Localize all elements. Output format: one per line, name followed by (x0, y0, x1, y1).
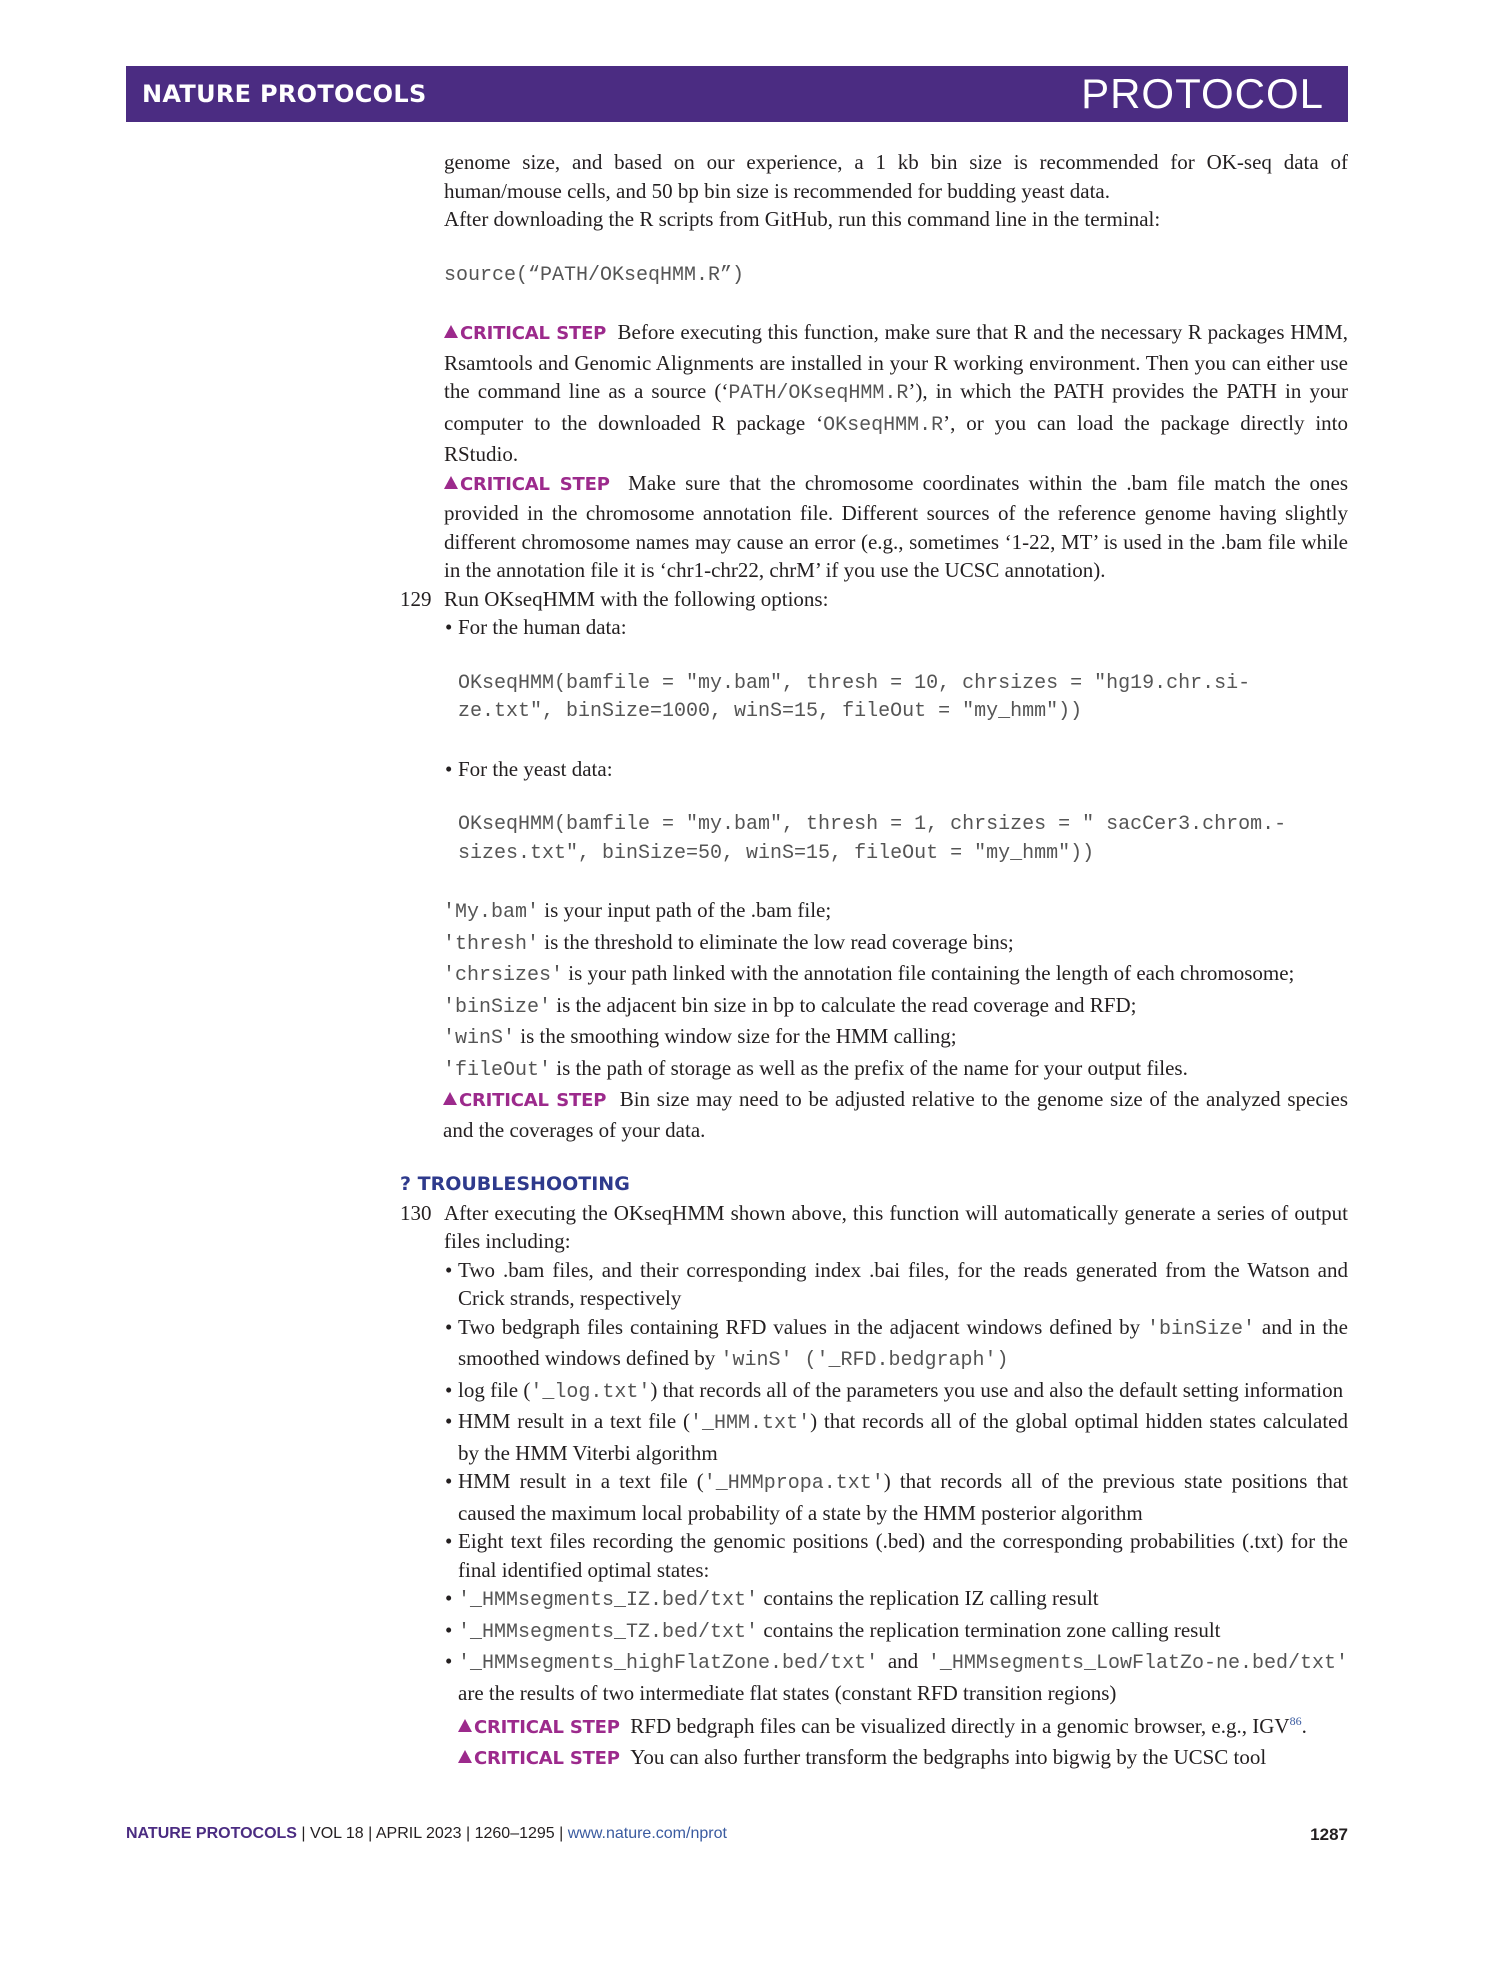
critical-step-4: CRITICAL STEP RFD bedgraph files can be visualized directly in a genomic browser, e.g., IGV$^{86}$. (400, 1707, 1348, 1743)
param-line: 'thresh' is the threshold to eliminate the low read coverage bins; (443, 929, 1014, 956)
critical-step-1: CRITICAL STEP Before executing this function, make sure that R and the necessary R packages HMM, Rsamtools and Genomic Alignments are installed in your R working environment. Then you can either use the command line as a source (‘PATH/OKseqHMM.R’), in which the PATH provides the PATH in your computer to the downloaded R package ‘OKseqHMM.R’, or you can load the package directly into RStudio. (444, 320, 1348, 466)
step-number: 129 (400, 586, 432, 611)
warning-triangle-icon (458, 1719, 472, 1732)
list-item: • '_HMMsegments_IZ.bed/txt' contains the replication IZ calling result (445, 1586, 1099, 1612)
source-command: source(“PATH/OKseqHMM.R”) (444, 263, 745, 287)
critical-step-label: CRITICAL STEP (443, 1090, 606, 1111)
critical-step-label: CRITICAL STEP (458, 1748, 620, 1769)
critical-step-label: CRITICAL STEP (444, 474, 610, 495)
list-item: • '_HMMsegments_TZ.bed/txt' contains the replication termination zone calling result (445, 1617, 1221, 1644)
list-item: • For the human data: (445, 615, 627, 639)
warning-triangle-icon (444, 325, 458, 338)
list-item: • Two bedgraph files containing RFD values in the adjacent windows defined by 'binSize' and in the smoothed windows defined by 'winS' ('_RFD.bedgraph') (445, 1314, 1348, 1372)
critical-step-5: CRITICAL STEP You can also further transform the bedgraphs into bigwig by the UCSC tool (400, 1743, 1348, 1774)
reference-citation[interactable]: 86 (1289, 1714, 1302, 1728)
step-text: After executing the OKseqHMM shown above, this function will automatically generate a series of output files including: (444, 1200, 1348, 1253)
param-line: 'winS' is the smoothing window size for the HMM calling; (443, 1024, 957, 1050)
list-item: • Eight text files recording the genomic positions (.bed) and the corresponding probabilities (.txt) for the final identified optimal states: (445, 1529, 1348, 1582)
warning-triangle-icon (444, 476, 458, 489)
journal-name: NATURE PROTOCOLS (142, 80, 427, 108)
yeast-command-line-1: OKseqHMM(bamfile = "my.bam", thresh = 1, chrsizes = " sacCer3.chrom.- (458, 813, 1287, 836)
step-130 (400, 1199, 1348, 1774)
page-footer: NATURE PROTOCOLS | VOL 18 | APRIL 2023 | 1260–1295 | www.nature.com/nprot 1287 (126, 1825, 1348, 1844)
footer-url-link[interactable]: www.nature.com/nprot (567, 1825, 727, 1842)
list-item: • Two .bam files, and their corresponding index .bai files, for the reads generated from the Watson and Crick strands, respectively (445, 1257, 1348, 1310)
footer-journal: NATURE PROTOCOLS (126, 1825, 297, 1842)
critical-step-label: CRITICAL STEP (458, 1717, 620, 1738)
journal-header-bar (126, 66, 1348, 122)
list-item: • '_HMMsegments_highFlatZone.bed/txt' and '_HMMsegments_LowFlatZo-ne.bed/txt' are the results of two intermediate flat states (constant RFD transition regions) (445, 1649, 1348, 1705)
critical-step-2: CRITICAL STEP Make sure that the chromosome coordinates within the .bam file match the ones provided in the chromosome annotation file. Different sources of the reference genome having slightly different chromosome names may cause an error (e.g., sometimes ‘1-22, MT’ is used in the .bam file while in the annotation file it is ‘chr1-chr22, chrM’ if you use the UCSC annotation). (444, 470, 1349, 582)
troubleshooting-heading: ? TROUBLESHOOTING (400, 1173, 630, 1195)
param-line: 'fileOut' is the path of storage as well as the prefix of the name for your output files. (443, 1055, 1188, 1082)
param-line: 'chrsizes' is your path linked with the annotation file containing the length of each chromosome; (443, 961, 1295, 987)
page-number: 1287 (1310, 1825, 1348, 1844)
list-item: • For the yeast data: (445, 756, 613, 781)
footer-volume: VOL 18 (310, 1825, 364, 1842)
human-command-line-2: ze.txt", binSize=1000, winS=15, fileOut = "my_hmm")) (458, 700, 1083, 723)
yeast-command-line-2: sizes.txt", binSize=50, winS=15, fileOut = "my_hmm")) (458, 841, 1095, 865)
intro-instruction: After downloading the R scripts from GitHub, run this command line in the terminal: (444, 207, 1161, 231)
param-line: 'binSize' is the adjacent bin size in bp to calculate the read coverage and RFD; (443, 992, 1137, 1019)
step-129 (400, 585, 1348, 1145)
footer-pages: 1260–1295 (474, 1825, 555, 1842)
step-number: 130 (400, 1200, 432, 1225)
critical-step-3: CRITICAL STEP Bin size may need to be adjusted relative to the genome size of the analyzed species and the coverages of your data. (443, 1087, 1348, 1142)
param-line: 'My.bam' is your input path of the .bam file; (443, 898, 832, 924)
warning-triangle-icon (458, 1750, 472, 1763)
footer-date: APRIL 2023 (375, 1825, 462, 1842)
list-item: • HMM result in a text file ('_HMM.txt') that records all of the global optimal hidden states calculated by the HMM Viterbi algorithm (445, 1409, 1348, 1465)
step-text: Run OKseqHMM with the following options: (444, 586, 829, 611)
article-type: PROTOCOL (1081, 70, 1324, 117)
critical-step-label: CRITICAL STEP (444, 323, 606, 344)
page-body (400, 148, 1348, 1773)
human-command-line-1: OKseqHMM(bamfile = "my.bam", thresh = 10, chrsizes = "hg19.chr.si- (458, 671, 1251, 695)
warning-triangle-icon (443, 1092, 457, 1105)
intro-paragraph: genome size, and based on our experience, a 1 kb bin size is recommended for OK-seq data of human/mouse cells, and 50 bp bin size is recommended for budding yeast data. (444, 150, 1348, 203)
list-item: • HMM result in a text file ('_HMMpropa.txt') that records all of the previous state positions that caused the maximum local probability of a state by the HMM posterior algorithm (445, 1469, 1348, 1525)
list-item: • log file ('_log.txt') that records all of the parameters you use and also the default setting information (445, 1377, 1344, 1404)
